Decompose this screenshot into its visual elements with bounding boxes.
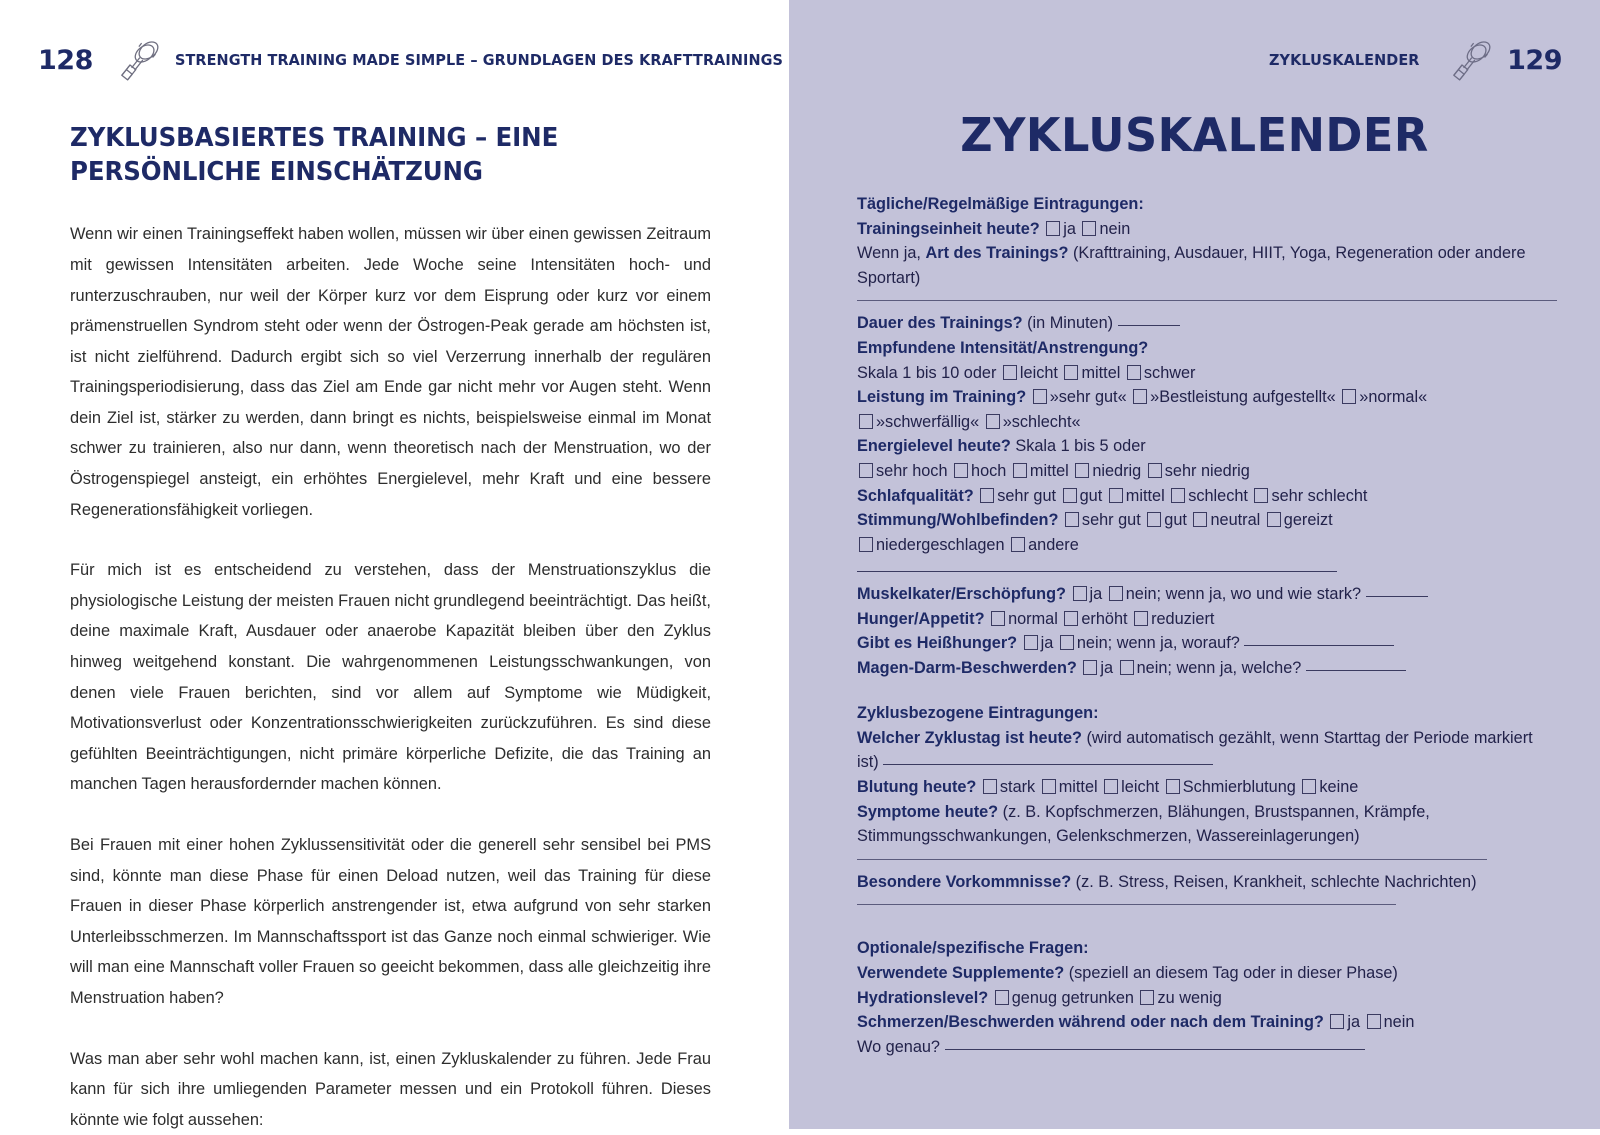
field-bleeding xyxy=(857,775,1557,800)
checkbox-appetite-reduziert[interactable] xyxy=(1134,611,1148,626)
note-events: (z. B. Stress, Reisen, Krankheit, schlechte Nachrichten) xyxy=(1071,872,1477,891)
checkbox-energy-hoch[interactable] xyxy=(954,463,968,478)
option-label-niedergeschlagen: niedergeschlagen xyxy=(876,535,1005,554)
checkbox-appetite-normal[interactable] xyxy=(991,611,1005,626)
checkbox-digestive-nein[interactable] xyxy=(1120,660,1134,675)
option-label-schwer: schwer xyxy=(1143,363,1196,382)
note-cravings: nein; wenn ja, worauf? xyxy=(1076,634,1240,653)
checkbox-cravings-ja[interactable] xyxy=(1024,635,1038,650)
section-heading-daily: Tägliche/Regelmäßige Eintragungen: xyxy=(857,195,1144,213)
option-label-sleep-sehr-schlecht: sehr schlecht xyxy=(1271,486,1368,505)
checkbox-soreness-nein[interactable] xyxy=(1109,586,1123,601)
option-label-schmierblutung: Schmierblutung xyxy=(1182,778,1296,797)
option-label-mood-sehr-gut: sehr gut xyxy=(1081,511,1141,530)
note-symptoms: (z. B. Kopfschmerzen, Blähungen, Brustspannen, Krämpfe, Stimmungsschwankungen, Gelenkschmerzen, Wassereinlagerungen) xyxy=(857,802,1430,846)
page-number-right: 129 xyxy=(1507,44,1562,76)
label-intensity: Empfundene Intensität/Anstrengung? xyxy=(857,338,1149,357)
label-events: Besondere Vorkommnisse? xyxy=(857,872,1072,891)
note-cycle-day: (wird automatisch gezählt, wenn Starttag der Periode markiert ist) xyxy=(857,728,1533,772)
input-cravings-detail[interactable] xyxy=(1244,633,1394,646)
dumbbell-icon xyxy=(111,32,167,88)
label-cravings: Gibt es Heißhunger? xyxy=(857,634,1018,653)
write-in-rule xyxy=(857,300,1557,301)
label-mood: Stimmung/Wohlbefinden? xyxy=(857,511,1059,530)
checkbox-cravings-nein[interactable] xyxy=(1060,635,1074,650)
write-in-rule xyxy=(857,859,1487,860)
label-supplements: Verwendete Supplemente? xyxy=(857,964,1065,983)
option-label-zu-wenig: zu wenig xyxy=(1157,988,1222,1007)
field-performance-options-2 xyxy=(857,410,1557,435)
label-pain-location: Wo genau? xyxy=(857,1037,940,1056)
field-pain xyxy=(857,1010,1557,1035)
checkbox-mood-andere[interactable] xyxy=(1011,537,1025,552)
checkbox-performance-normal[interactable] xyxy=(1342,389,1356,404)
field-events xyxy=(857,870,1557,895)
field-mood-options-1 xyxy=(857,508,1557,533)
option-label-neutral: neutral xyxy=(1210,511,1261,530)
field-supplements xyxy=(857,961,1557,986)
option-label-nein: nein xyxy=(1099,219,1131,238)
checkbox-energy-sehr-hoch[interactable] xyxy=(859,463,873,478)
checkbox-bleeding-leicht[interactable] xyxy=(1104,779,1118,794)
checkbox-sleep-gut[interactable] xyxy=(1063,488,1077,503)
label-bleeding: Blutung heute? xyxy=(857,778,977,797)
left-running-head xyxy=(38,32,829,88)
label-performance: Leistung im Training? xyxy=(857,388,1027,407)
checkbox-bleeding-schmierblutung[interactable] xyxy=(1166,779,1180,794)
option-label-sleep-mittel: mittel xyxy=(1125,486,1165,505)
option-label-pain-ja: ja xyxy=(1347,1013,1361,1032)
option-label-mood-gut: gut xyxy=(1164,511,1187,530)
checkbox-performance-schlecht[interactable] xyxy=(986,414,1000,429)
label-energy: Energielevel heute? xyxy=(857,437,1011,456)
left-running-head-title: STRENGTH TRAINING MADE SIMPLE – GRUNDLAGEN DES KRAFTTRAININGS xyxy=(174,51,783,69)
option-label-stark: stark xyxy=(999,778,1036,797)
option-label-andere: andere xyxy=(1028,535,1079,554)
input-pain-location[interactable] xyxy=(945,1037,1365,1050)
checkbox-mood-neutral[interactable] xyxy=(1193,512,1207,527)
write-in-rule xyxy=(857,904,1396,905)
field-cravings xyxy=(857,631,1557,656)
option-label-reduziert: reduziert xyxy=(1151,609,1215,628)
field-pain-location xyxy=(857,1035,1557,1060)
option-label-ja: ja xyxy=(1063,219,1076,238)
note-supplements: (speziell an diesem Tag oder in dieser Phase) xyxy=(1064,964,1398,983)
option-label-schwerfaellig: »schwerfällig« xyxy=(876,412,980,431)
label-soreness: Muskelkater/Erschöpfung? xyxy=(857,584,1066,603)
option-label-normal: »normal« xyxy=(1359,388,1428,407)
right-running-head-title: ZYKLUSKALENDER xyxy=(1269,51,1420,69)
section-heading-optional: Optionale/spezifische Fragen: xyxy=(857,939,1089,958)
field-intensity-options xyxy=(857,361,1557,386)
option-label-bleeding-mittel: mittel xyxy=(1058,778,1098,797)
input-cycle-day[interactable] xyxy=(883,752,1213,765)
option-label-mittel: mittel xyxy=(1081,363,1121,382)
field-symptoms xyxy=(857,800,1557,849)
note-soreness: nein; wenn ja, wo und wie stark? xyxy=(1125,584,1362,603)
label-training-type: Art des Trainings? xyxy=(925,244,1069,263)
body-paragraph: Wenn wir einen Trainingseffekt haben wollen, müssen wir über einen gewissen Zeitraum mit gewissen Intensitäten arbeiten. Jede Woche seine Intensitäten hoch- und runterzuschrauben, nur weil der Körper kurz vor dem Eisprung oder kurz vor einem prämenstruellen Syndrom steht oder wenn der Östrogen-Peak gerade am höchsten ist, ist nicht zielführend. Dadurch ergibt sich so viel Verzerrung innerhalb der regulären Trainingsperiodisierung, dass das Ziel am Ende gar nicht mehr vor Augen steht. Wenn dein Ziel ist, stärker zu werden, dann bringt es nichts, beispielsweise einmal im Monat schwer zu trainieren, also nur dann, wenn theoretisch nach der Menstruation, wo der Östrogenspiegel ansteigt, ein erhöhtes Energielevel, mehr Kraft und eine bessere Regenerationsfähigkeit vorliegen. xyxy=(70,225,711,519)
input-duration[interactable] xyxy=(1118,313,1180,326)
checkbox-pain-ja[interactable] xyxy=(1330,1014,1344,1029)
checkbox-training-nein[interactable] xyxy=(1082,221,1096,236)
left-text-column xyxy=(70,122,711,1135)
checkbox-pain-nein[interactable] xyxy=(1367,1014,1381,1029)
page-title: ZYKLUSBASIERTES TRAINING – EINE PERSÖNLICHE EINSCHÄTZUNG xyxy=(70,123,559,187)
field-performance-options-1 xyxy=(857,385,1557,410)
label-symptoms: Symptome heute? xyxy=(857,802,999,821)
input-digestive-detail[interactable] xyxy=(1306,658,1406,671)
body-paragraph: Für mich ist es entscheidend zu verstehen, dass der Menstruationszyklus die physiologische Leistung der meisten Frauen nicht grundlegend beeinträchtigt. Das heißt, deine maximale Kraft, Ausdauer oder anaerobe Kapazität bleiben über den Zyklus hinweg weitgehend konstant. Die wahrgenommenen Leistungsschwankungen, von denen viele Frauen berichten, sind vor allem auf Symptome wie Müdigkeit, Motivationsverlust oder Konzentrationsschwierigkeiten zurückzuführen. Es sind diese gefühlten Beeinträchtigungen, nicht primäre körperliche Defizite, die das Training an manchen Tagen herausfordernder machen können. xyxy=(70,561,711,794)
field-cycle-day xyxy=(857,726,1557,775)
label-training-today: Trainingseinheit heute? xyxy=(857,219,1040,238)
note-duration-unit: (in Minuten) xyxy=(1022,314,1114,333)
option-label-appetite-normal: normal xyxy=(1008,609,1058,628)
option-label-soreness-ja: ja xyxy=(1089,584,1103,603)
field-duration xyxy=(857,311,1557,336)
checkbox-intensity-schwer[interactable] xyxy=(1127,365,1141,380)
checkbox-intensity-leicht[interactable] xyxy=(1003,365,1017,380)
field-sleep xyxy=(857,484,1557,509)
option-label-sehr-niedrig: sehr niedrig xyxy=(1164,461,1250,480)
option-label-gereizt: gereizt xyxy=(1283,511,1333,530)
option-label-sehr-gut: »sehr gut« xyxy=(1049,388,1127,407)
checkbox-energy-mittel[interactable] xyxy=(1013,463,1027,478)
checkbox-hydration-genug[interactable] xyxy=(995,990,1009,1005)
field-training-today xyxy=(857,217,1557,242)
field-energy-label xyxy=(857,434,1557,459)
label-hydration: Hydrationslevel? xyxy=(857,988,989,1007)
note-digestive: nein; wenn ja, welche? xyxy=(1136,658,1302,677)
checkbox-bleeding-mittel[interactable] xyxy=(1042,779,1056,794)
field-training-type xyxy=(857,241,1557,290)
input-mood-other[interactable] xyxy=(857,559,1337,572)
checkbox-intensity-mittel[interactable] xyxy=(1064,365,1078,380)
option-label-bleeding-leicht: leicht xyxy=(1121,778,1160,797)
checkbox-digestive-ja[interactable] xyxy=(1083,660,1097,675)
left-page xyxy=(0,0,789,1129)
section-heading-cycle: Zyklusbezogene Eintragungen: xyxy=(857,704,1099,723)
label-scale-1-5: Skala 1 bis 5 oder xyxy=(1010,437,1146,456)
checkbox-sleep-sehr-gut[interactable] xyxy=(980,488,994,503)
checkbox-performance-bestleistung[interactable] xyxy=(1133,389,1147,404)
option-label-sleep-schlecht: schlecht xyxy=(1188,486,1248,505)
field-mood-options-2 xyxy=(857,533,1557,582)
field-hydration xyxy=(857,986,1557,1011)
option-label-cravings-ja: ja xyxy=(1040,634,1054,653)
option-label-pain-nein: nein xyxy=(1383,1013,1415,1032)
checkbox-energy-sehr-niedrig[interactable] xyxy=(1148,463,1162,478)
option-label-sleep-sehr-gut: sehr gut xyxy=(997,486,1057,505)
option-label-digestive-ja: ja xyxy=(1100,658,1114,677)
input-soreness-detail[interactable] xyxy=(1366,584,1428,597)
option-label-leicht: leicht xyxy=(1019,363,1058,382)
option-label-sehr-hoch: sehr hoch xyxy=(876,461,948,480)
checkbox-energy-niedrig[interactable] xyxy=(1075,463,1089,478)
field-intensity-label xyxy=(857,336,1557,361)
checkbox-sleep-mittel[interactable] xyxy=(1109,488,1123,503)
option-label-hoch: hoch xyxy=(971,461,1007,480)
checkbox-bleeding-stark[interactable] xyxy=(983,779,997,794)
option-label-bestleistung: »Bestleistung aufgestellt« xyxy=(1150,388,1336,407)
option-label-niedrig: niedrig xyxy=(1092,461,1142,480)
option-label-erhoeht: erhöht xyxy=(1081,609,1128,628)
option-label-genug-getrunken: genug getrunken xyxy=(1011,988,1134,1007)
right-running-head xyxy=(1269,32,1562,88)
checkbox-mood-gut[interactable] xyxy=(1147,512,1161,527)
body-paragraph: Was man aber sehr wohl machen kann, ist, einen Zykluskalender zu führen. Jede Frau kann für sich ihre umliegenden Parameter messen und ein Protokoll führen. Dieses könnte wie folgt aussehen: xyxy=(70,1049,711,1129)
body-paragraph: Bei Frauen mit einer hohen Zyklussensitivität oder die generell sehr sensibel bei PMS sind, könnte man diese Phase für einen Deload nutzen, weil das Training für diese Frauen in dieser Phase körperlich anstrengender ist, etwa aufgrund von sehr starken Unterleibsschmerzen. Im Mannschaftssport ist das Ganze noch einmal schwieriger. Wie will man eine Mannschaft voller Frauen so geeicht bekommen, dass alle gleichzeitig ihre Menstruation haben? xyxy=(70,836,711,1007)
label-pain: Schmerzen/Beschwerden während oder nach dem Training? xyxy=(857,1013,1324,1032)
checkbox-performance-schwerfaellig[interactable] xyxy=(859,414,873,429)
label-appetite: Hunger/Appetit? xyxy=(857,609,985,628)
checkbox-mood-niedergeschlagen[interactable] xyxy=(859,537,873,552)
checkbox-performance-sehr-gut[interactable] xyxy=(1033,389,1047,404)
label-scale-1-10: Skala 1 bis 10 oder xyxy=(857,363,997,382)
checkbox-sleep-sehr-schlecht[interactable] xyxy=(1254,488,1268,503)
dumbbell-icon xyxy=(1443,32,1499,88)
checkbox-appetite-erhoeht[interactable] xyxy=(1064,611,1078,626)
option-label-energy-mittel: mittel xyxy=(1029,461,1069,480)
checkbox-soreness-ja[interactable] xyxy=(1073,586,1087,601)
section-spacer xyxy=(857,680,1557,701)
checkbox-mood-gereizt[interactable] xyxy=(1267,512,1281,527)
cycle-calendar-form xyxy=(857,192,1557,1059)
calendar-title: ZYKLUSKALENDER xyxy=(960,108,1429,162)
field-digestive xyxy=(857,656,1557,681)
option-label-keine: keine xyxy=(1319,778,1359,797)
section-spacer xyxy=(857,915,1557,936)
checkbox-training-ja[interactable] xyxy=(1046,221,1060,236)
checkbox-bleeding-keine[interactable] xyxy=(1302,779,1316,794)
label-cycle-day: Welcher Zyklustag ist heute? xyxy=(857,728,1082,747)
prefix-wenn-ja: Wenn ja, xyxy=(857,244,926,263)
field-appetite xyxy=(857,607,1557,632)
label-digestive: Magen-Darm-Beschwerden? xyxy=(857,658,1077,677)
right-page xyxy=(789,0,1600,1129)
checkbox-hydration-zu-wenig[interactable] xyxy=(1140,990,1154,1005)
checkbox-mood-sehr-gut[interactable] xyxy=(1065,512,1079,527)
label-sleep: Schlafqualität? xyxy=(857,486,974,505)
label-duration: Dauer des Trainings? xyxy=(857,314,1023,333)
option-label-schlecht: »schlecht« xyxy=(1002,412,1081,431)
note-training-type: (Krafttraining, Ausdauer, HIIT, Yoga, Regeneration oder andere Sportart) xyxy=(857,244,1526,287)
field-energy-options xyxy=(857,459,1557,484)
option-label-sleep-gut: gut xyxy=(1079,486,1103,505)
checkbox-sleep-schlecht[interactable] xyxy=(1171,488,1185,503)
page-number-left: 128 xyxy=(38,44,93,76)
field-soreness xyxy=(857,582,1557,607)
